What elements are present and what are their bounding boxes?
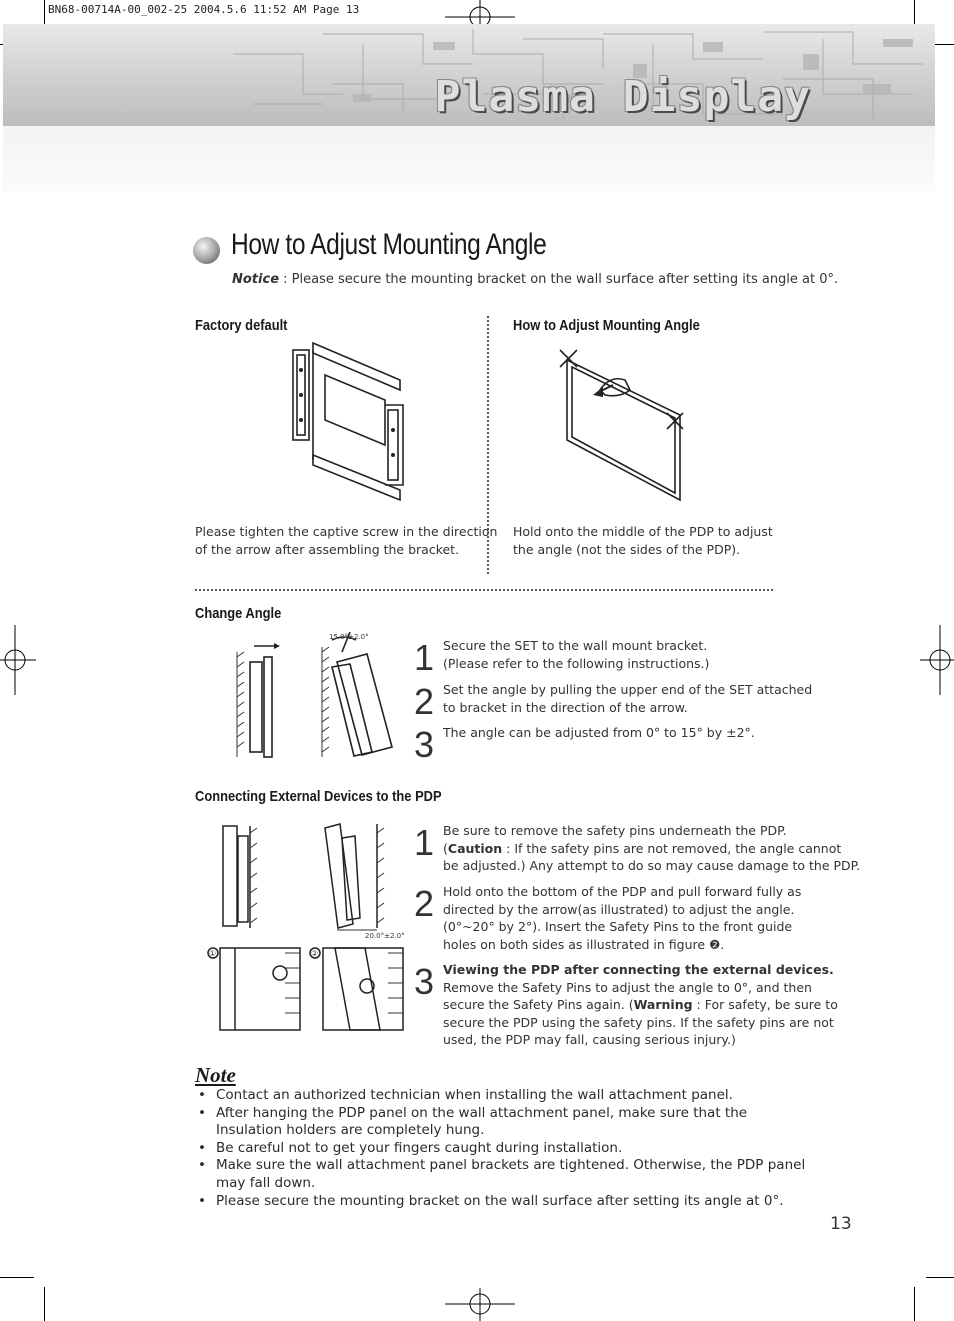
- section-title: How to Adjust Mounting Angle: [231, 228, 547, 261]
- note-item: • Make sure the wall attachment panel brackets are tightened. Otherwise, the PDP panel may fall down.: [196, 1157, 816, 1192]
- warning-label: Warning: [633, 997, 693, 1012]
- caution-label: Caution: [447, 840, 503, 856]
- change-angle-diagram: [232, 632, 412, 762]
- caution-text: : If the safety pins are not removed, the angle cannot: [502, 840, 842, 856]
- pdp-adjust-diagram: [555, 345, 695, 505]
- step-text: [443, 724, 755, 742]
- registration-mark-right: [920, 625, 954, 695]
- factory-default-heading: Factory default: [195, 317, 288, 334]
- step-text-line4: holes on both sides as illustrated in figure ❷.: [443, 936, 725, 952]
- step-text-line2: directed by the arrow(as illustrated) to adjust the angle.: [443, 901, 795, 917]
- notice-text: : Please secure the mounting bracket on the wall surface after setting its angle at 0°.: [279, 272, 839, 287]
- step-number: 2: [414, 681, 435, 722]
- vertical-divider: [487, 316, 489, 574]
- step-text-line1: The angle can be adjusted from 0° to 15° by ±2°.: [443, 725, 755, 740]
- change-angle-label: 15.0°±2.0°: [329, 633, 369, 641]
- bracket-diagram: [285, 335, 415, 505]
- crop-mark-bottom-left-h: [0, 1277, 34, 1278]
- notice: [232, 272, 838, 287]
- crop-mark-bottom-right-h: [926, 1277, 954, 1278]
- section-bullet-icon: [193, 237, 220, 264]
- step-number: 1: [414, 822, 435, 863]
- note-item: • Be careful not to get your fingers caught during installation.: [196, 1140, 816, 1158]
- step-text-line5: used, the PDP may fall, causing serious injury.): [443, 1032, 736, 1047]
- adjust-angle-caption-line1: Hold onto the middle of the PDP to adjust: [513, 524, 773, 539]
- step-text-line1: Viewing the PDP after connecting the external devices.: [443, 962, 834, 977]
- step-text-line1: Hold onto the bottom of the PDP and pull forward fully as: [443, 884, 802, 899]
- step-text-line1: Set the angle by pulling the upper end of the SET attached: [443, 682, 813, 697]
- step-text-line2: to bracket in the direction of the arrow.: [443, 699, 688, 715]
- factory-default-caption-line1: Please tighten the captive screw in the direction: [195, 524, 498, 539]
- step-text: [443, 681, 812, 716]
- page-number: 13: [830, 1214, 852, 1234]
- step-text: [443, 961, 838, 1049]
- figure-label-2: ②: [311, 949, 319, 958]
- step-text-line1: Secure the SET to the wall mount bracket.: [443, 638, 708, 653]
- adjust-angle-caption: [513, 523, 773, 559]
- step-text-line3: [443, 996, 838, 1014]
- note-list: [196, 1087, 816, 1210]
- step-text: [443, 883, 801, 953]
- banner-fade: [3, 126, 935, 192]
- paren: (: [443, 840, 448, 856]
- step-text-line1: Be sure to remove the safety pins underneath the PDP.: [443, 823, 787, 838]
- figure-label-1: ①: [209, 949, 217, 958]
- crop-mark-bottom-right-v: [914, 1287, 915, 1321]
- print-header: BN68-00714A-00_002-25 2004.5.6 11:52 AM Page 13: [48, 3, 360, 16]
- step-number: 3: [414, 724, 435, 765]
- note-item: • Contact an authorized technician when installing the wall attachment panel.: [196, 1087, 816, 1105]
- registration-mark-bottom: [445, 1288, 515, 1321]
- banner-title: Plasma Display: [434, 72, 811, 122]
- warning-pre: secure the Safety Pins again. (: [443, 997, 634, 1012]
- horizontal-divider: [195, 589, 773, 591]
- warning-text: : For safety, be sure to: [692, 997, 838, 1012]
- step-number: 1: [414, 637, 435, 678]
- note-title: Note: [195, 1063, 236, 1087]
- adjust-angle-caption-line2: the angle (not the sides of the PDP).: [513, 542, 741, 557]
- adjust-angle-heading: How to Adjust Mounting Angle: [513, 317, 700, 334]
- step-text-line2: (Please refer to the following instructions.): [443, 655, 710, 671]
- step-number: 3: [414, 961, 435, 1002]
- registration-mark-left: [0, 625, 36, 695]
- step-text-line2: Remove the Safety Pins to adjust the angle to 0°, and then: [443, 979, 812, 995]
- step-number: 2: [414, 883, 435, 924]
- connecting-diagram: [205, 818, 410, 1034]
- crop-mark-bottom-left-v: [44, 1287, 45, 1321]
- connecting-angle-label: 20.0°±2.0°: [365, 932, 405, 940]
- notice-label: Notice: [232, 272, 280, 287]
- step-text: [443, 637, 709, 672]
- factory-default-caption-line2: of the arrow after assembling the bracket.: [195, 542, 460, 557]
- factory-default-caption: [195, 523, 497, 559]
- step-text-line4: secure the PDP using the safety pins. If the safety pins are not: [443, 1014, 834, 1030]
- step-text: [443, 822, 860, 875]
- connecting-heading: Connecting External Devices to the PDP: [195, 788, 442, 805]
- step-text-line3: (0°~20° by 2°). Insert the Safety Pins to the front guide: [443, 919, 793, 934]
- note-item: • Please secure the mounting bracket on the wall surface after setting its angle at 0°.: [196, 1193, 816, 1211]
- note-item: • After hanging the PDP panel on the wall attachment panel, make sure that the Insulation holders are completely hung.: [196, 1105, 816, 1140]
- step-text-line2: [443, 840, 860, 858]
- step-text-line3: be adjusted.) Any attempt to do so may cause damage to the PDP.: [443, 858, 861, 873]
- change-angle-heading: Change Angle: [195, 605, 282, 622]
